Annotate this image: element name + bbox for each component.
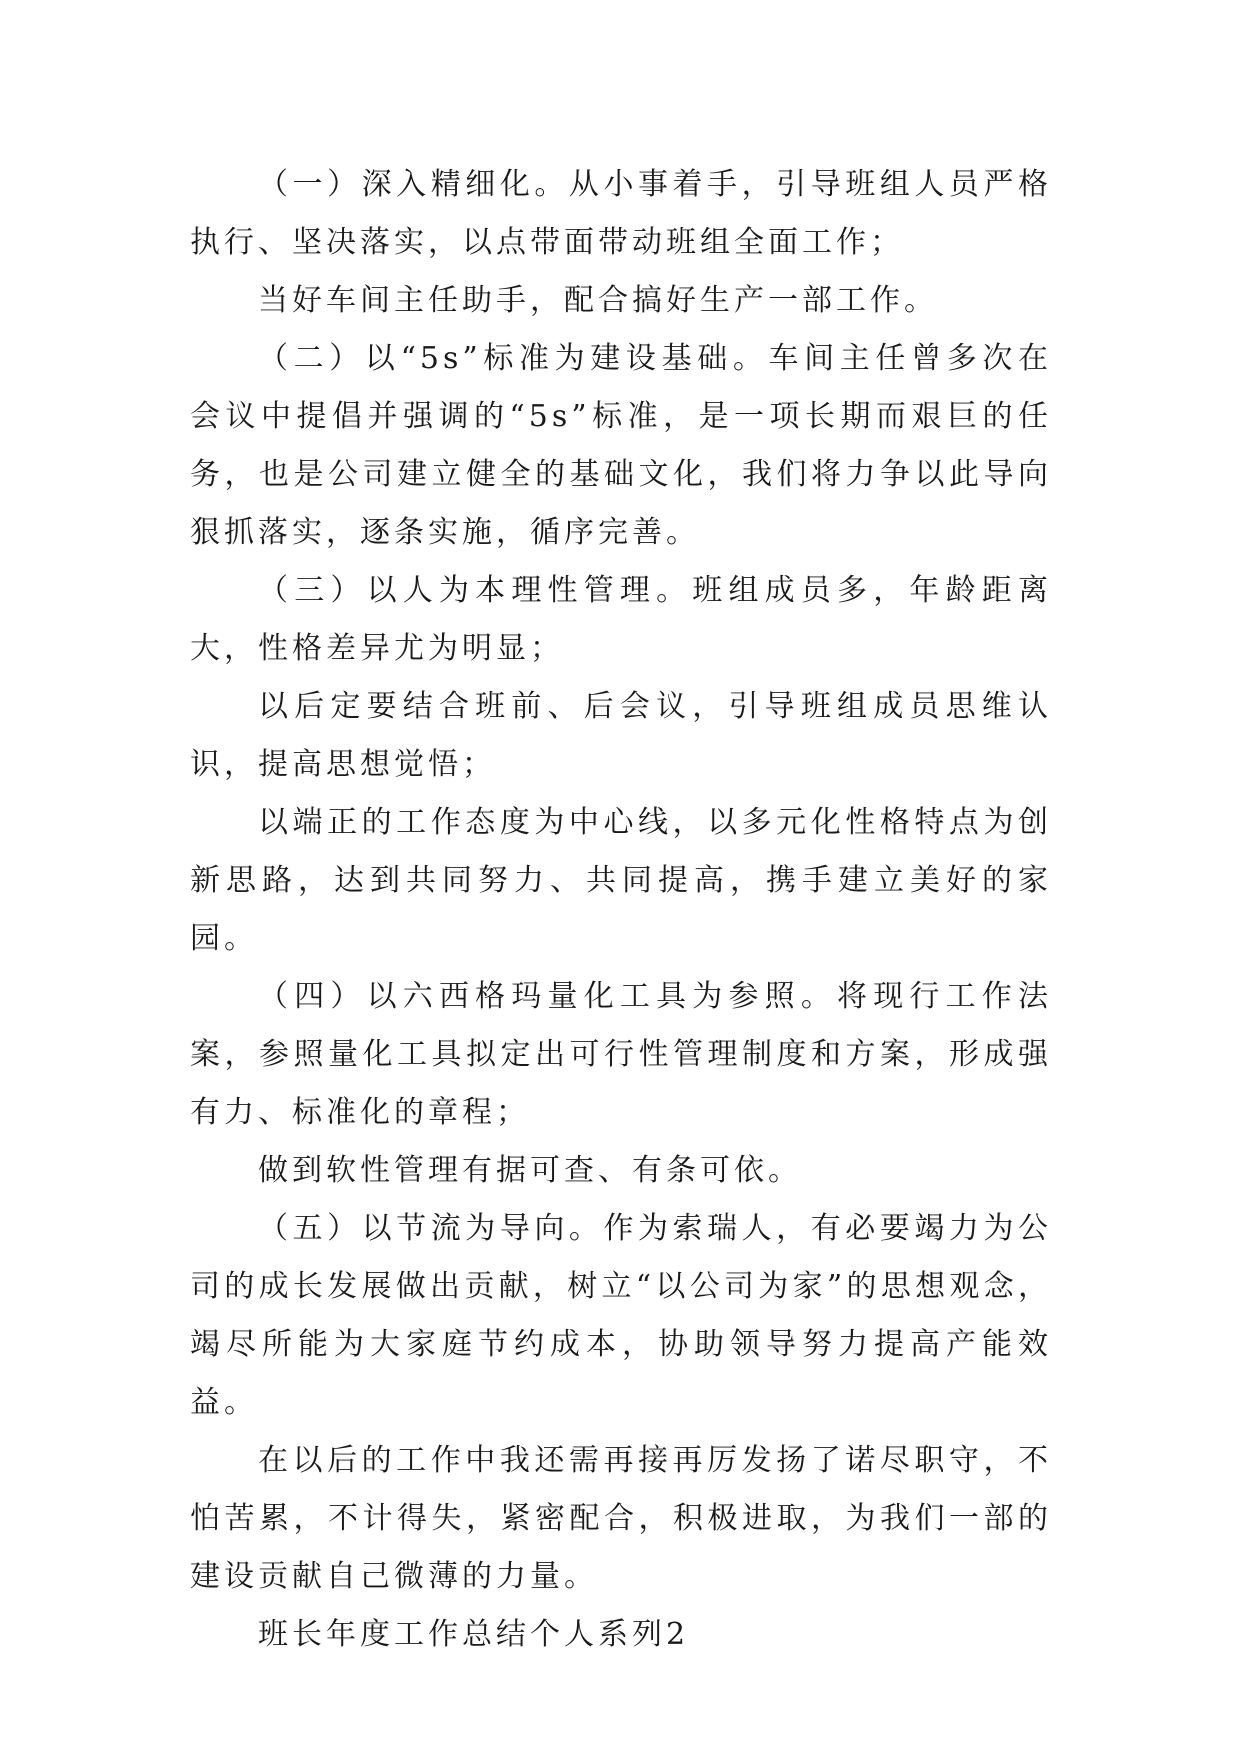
section-heading: 班长年度工作总结个人系列2 [258,1617,690,1652]
paragraph-4: （三）以人为本理性管理。班组成员多，年龄距离大，性格差异尤为明显； [190,573,1052,666]
paragraph-5: 以后定要结合班前、后会议，引导班组成员思维认识，提高思想觉悟； [190,689,1052,782]
paragraph-10: 在以后的工作中我还需再接再厉发扬了诺尽职守，不怕苦累，不计得失，紧密配合，积极进取，为我们一部的建设贡献自己微薄的力量。 [190,1443,1052,1594]
paragraph-9: （五）以节流为导向。作为索瑞人，有必要竭力为公司的成长发展做出贡献，树立“以公司为家”的思想观念，竭尽所能为大家庭节约成本，协助领导努力提高产能效益。 [190,1211,1052,1420]
paragraph-8: 做到软性管理有据可查、有条可依。 [258,1153,802,1188]
paragraph-2: 当好车间主任助手，配合搞好生产一部工作。 [258,283,938,318]
paragraph-7: （四）以六西格玛量化工具为参照。将现行工作法案，参照量化工具拟定出可行性管理制度和方案，形成强有力、标准化的章程； [190,979,1052,1130]
paragraph-6: 以端正的工作态度为中心线，以多元化性格特点为创新思路，达到共同努力、共同提高，携手建立美好的家园。 [190,805,1052,956]
paragraph-1: （一）深入精细化。从小事着手，引导班组人员严格执行、坚决落实，以点带面带动班组全面工作； [190,167,1052,260]
document-body [190,156,1052,1664]
paragraph-3: （二）以“5s”标准为建设基础。车间主任曾多次在会议中提倡并强调的“5s”标准，是一项长期而艰巨的任务，也是公司建立健全的基础文化，我们将力争以此导向狠抓落实，逐条实施，循序完善。 [190,341,1052,550]
